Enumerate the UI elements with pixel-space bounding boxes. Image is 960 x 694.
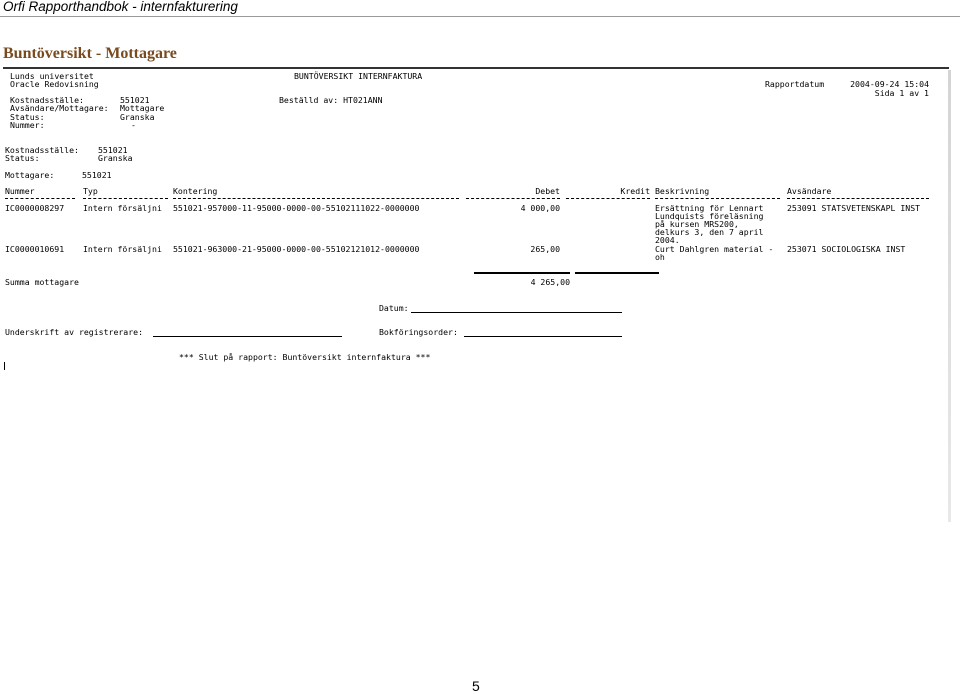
sum-debet: 4 265,00 — [530, 277, 570, 287]
meta-cost-center-label: Kostnadsställe: — [10, 95, 84, 105]
table-row-1-kontering: 551021-957000-11-95000-0000-00-55102111022-0000000 — [173, 203, 420, 213]
table-row-1-debet: 4 000,00 — [520, 203, 560, 213]
date-label: Datum: — [379, 303, 409, 313]
booking-label: Bokföringsorder: — [379, 327, 458, 337]
table-row-1-beskrivning-line: Lundquists föreläsning — [655, 211, 764, 221]
header-underline — [5, 198, 75, 199]
signature-line — [153, 336, 342, 337]
meta-status-value: Granska — [120, 112, 155, 122]
group-status-value: Granska — [98, 153, 133, 163]
booking-line — [464, 336, 622, 337]
group-recipient-label: Mottagare: — [5, 170, 55, 180]
group-recipient-value: 551021 — [82, 170, 112, 180]
table-row-2-typ: Intern försäljni — [83, 244, 162, 254]
column-header-nummer: Nummer — [5, 186, 35, 196]
header-underline — [173, 198, 459, 199]
table-row-2-debet: 265,00 — [530, 244, 560, 254]
header-underline — [566, 198, 650, 199]
org-department: Oracle Redovisning — [10, 79, 99, 89]
page-number: 5 — [472, 678, 480, 694]
report-date-label: Rapportdatum — [765, 79, 825, 89]
table-row-2-beskrivning-line: Curt Dahlgren material - — [655, 244, 774, 254]
page-indicator: Sida 1 av 1 — [874, 88, 929, 98]
table-row-1-nummer: IC0000008297 — [5, 203, 65, 213]
table-row-2-avsandare: 253071 SOCIOLOGISKA INST — [787, 244, 906, 254]
group-status-label: Status: — [5, 153, 40, 163]
column-header-debet: Debet — [535, 186, 560, 196]
table-row-2-nummer: IC0000010691 — [5, 244, 65, 254]
end-of-report: *** Slut på rapport: Buntöversikt internfaktura *** — [179, 352, 431, 362]
column-header-kredit: Kredit — [620, 186, 650, 196]
column-header-beskrivning: Beskrivning — [655, 186, 710, 196]
ordered-by: Beställd av: HT021ANN — [279, 95, 383, 105]
meta-number-label: Nummer: — [10, 120, 45, 130]
meta-status-label: Status: — [10, 112, 45, 122]
table-row-1-beskrivning-line: 2004. — [655, 235, 680, 245]
sum-kredit-bar — [575, 272, 659, 274]
org-name: Lunds universitet — [10, 71, 94, 81]
header-underline — [787, 198, 929, 199]
section-heading: Buntöversikt - Mottagare — [3, 45, 177, 62]
column-header-kontering: Kontering — [173, 186, 218, 196]
text-cursor — [4, 362, 5, 370]
table-row-1-beskrivning-line: delkurs 3, den 7 april — [655, 227, 764, 237]
table-row-1-typ: Intern försäljni — [83, 203, 162, 213]
group-cost-center-value: 551021 — [98, 145, 128, 155]
meta-sender-recipient-label: Avsändare/Mottagare: — [10, 103, 109, 113]
table-row-2-kontering: 551021-963000-21-95000-0000-00-55102121012-0000000 — [173, 244, 420, 254]
header-underline — [655, 198, 780, 199]
sum-debet-bar — [474, 272, 570, 274]
header-underline — [83, 198, 168, 199]
column-header-typ: Typ — [83, 186, 98, 196]
table-row-1-beskrivning-line: på kursen MRS200, — [655, 219, 739, 229]
date-line — [411, 312, 622, 313]
column-header-avsandare: Avsändare — [787, 186, 832, 196]
group-cost-center-label: Kostnadsställe: — [5, 145, 79, 155]
report-title: BUNTÖVERSIKT INTERNFAKTURA — [294, 71, 423, 81]
signature-label: Underskrift av registrerare: — [5, 327, 144, 337]
meta-sender-recipient-value: Mottagare — [120, 103, 165, 113]
document-title: Orfi Rapporthandbok - internfakturering — [3, 0, 238, 14]
table-row-2-beskrivning-line: oh — [655, 252, 665, 262]
table-row-1-beskrivning-line: Ersättning för Lennart — [655, 203, 764, 213]
table-row-1-avsandare: 253091 STATSVETENSKAPL INST — [787, 203, 921, 213]
report-date: 2004-09-24 15:04 — [850, 79, 929, 89]
header-underline — [466, 198, 560, 199]
sum-label: Summa mottagare — [5, 277, 79, 287]
meta-cost-center-value: 551021 — [120, 95, 150, 105]
meta-number-value: - — [131, 120, 136, 130]
